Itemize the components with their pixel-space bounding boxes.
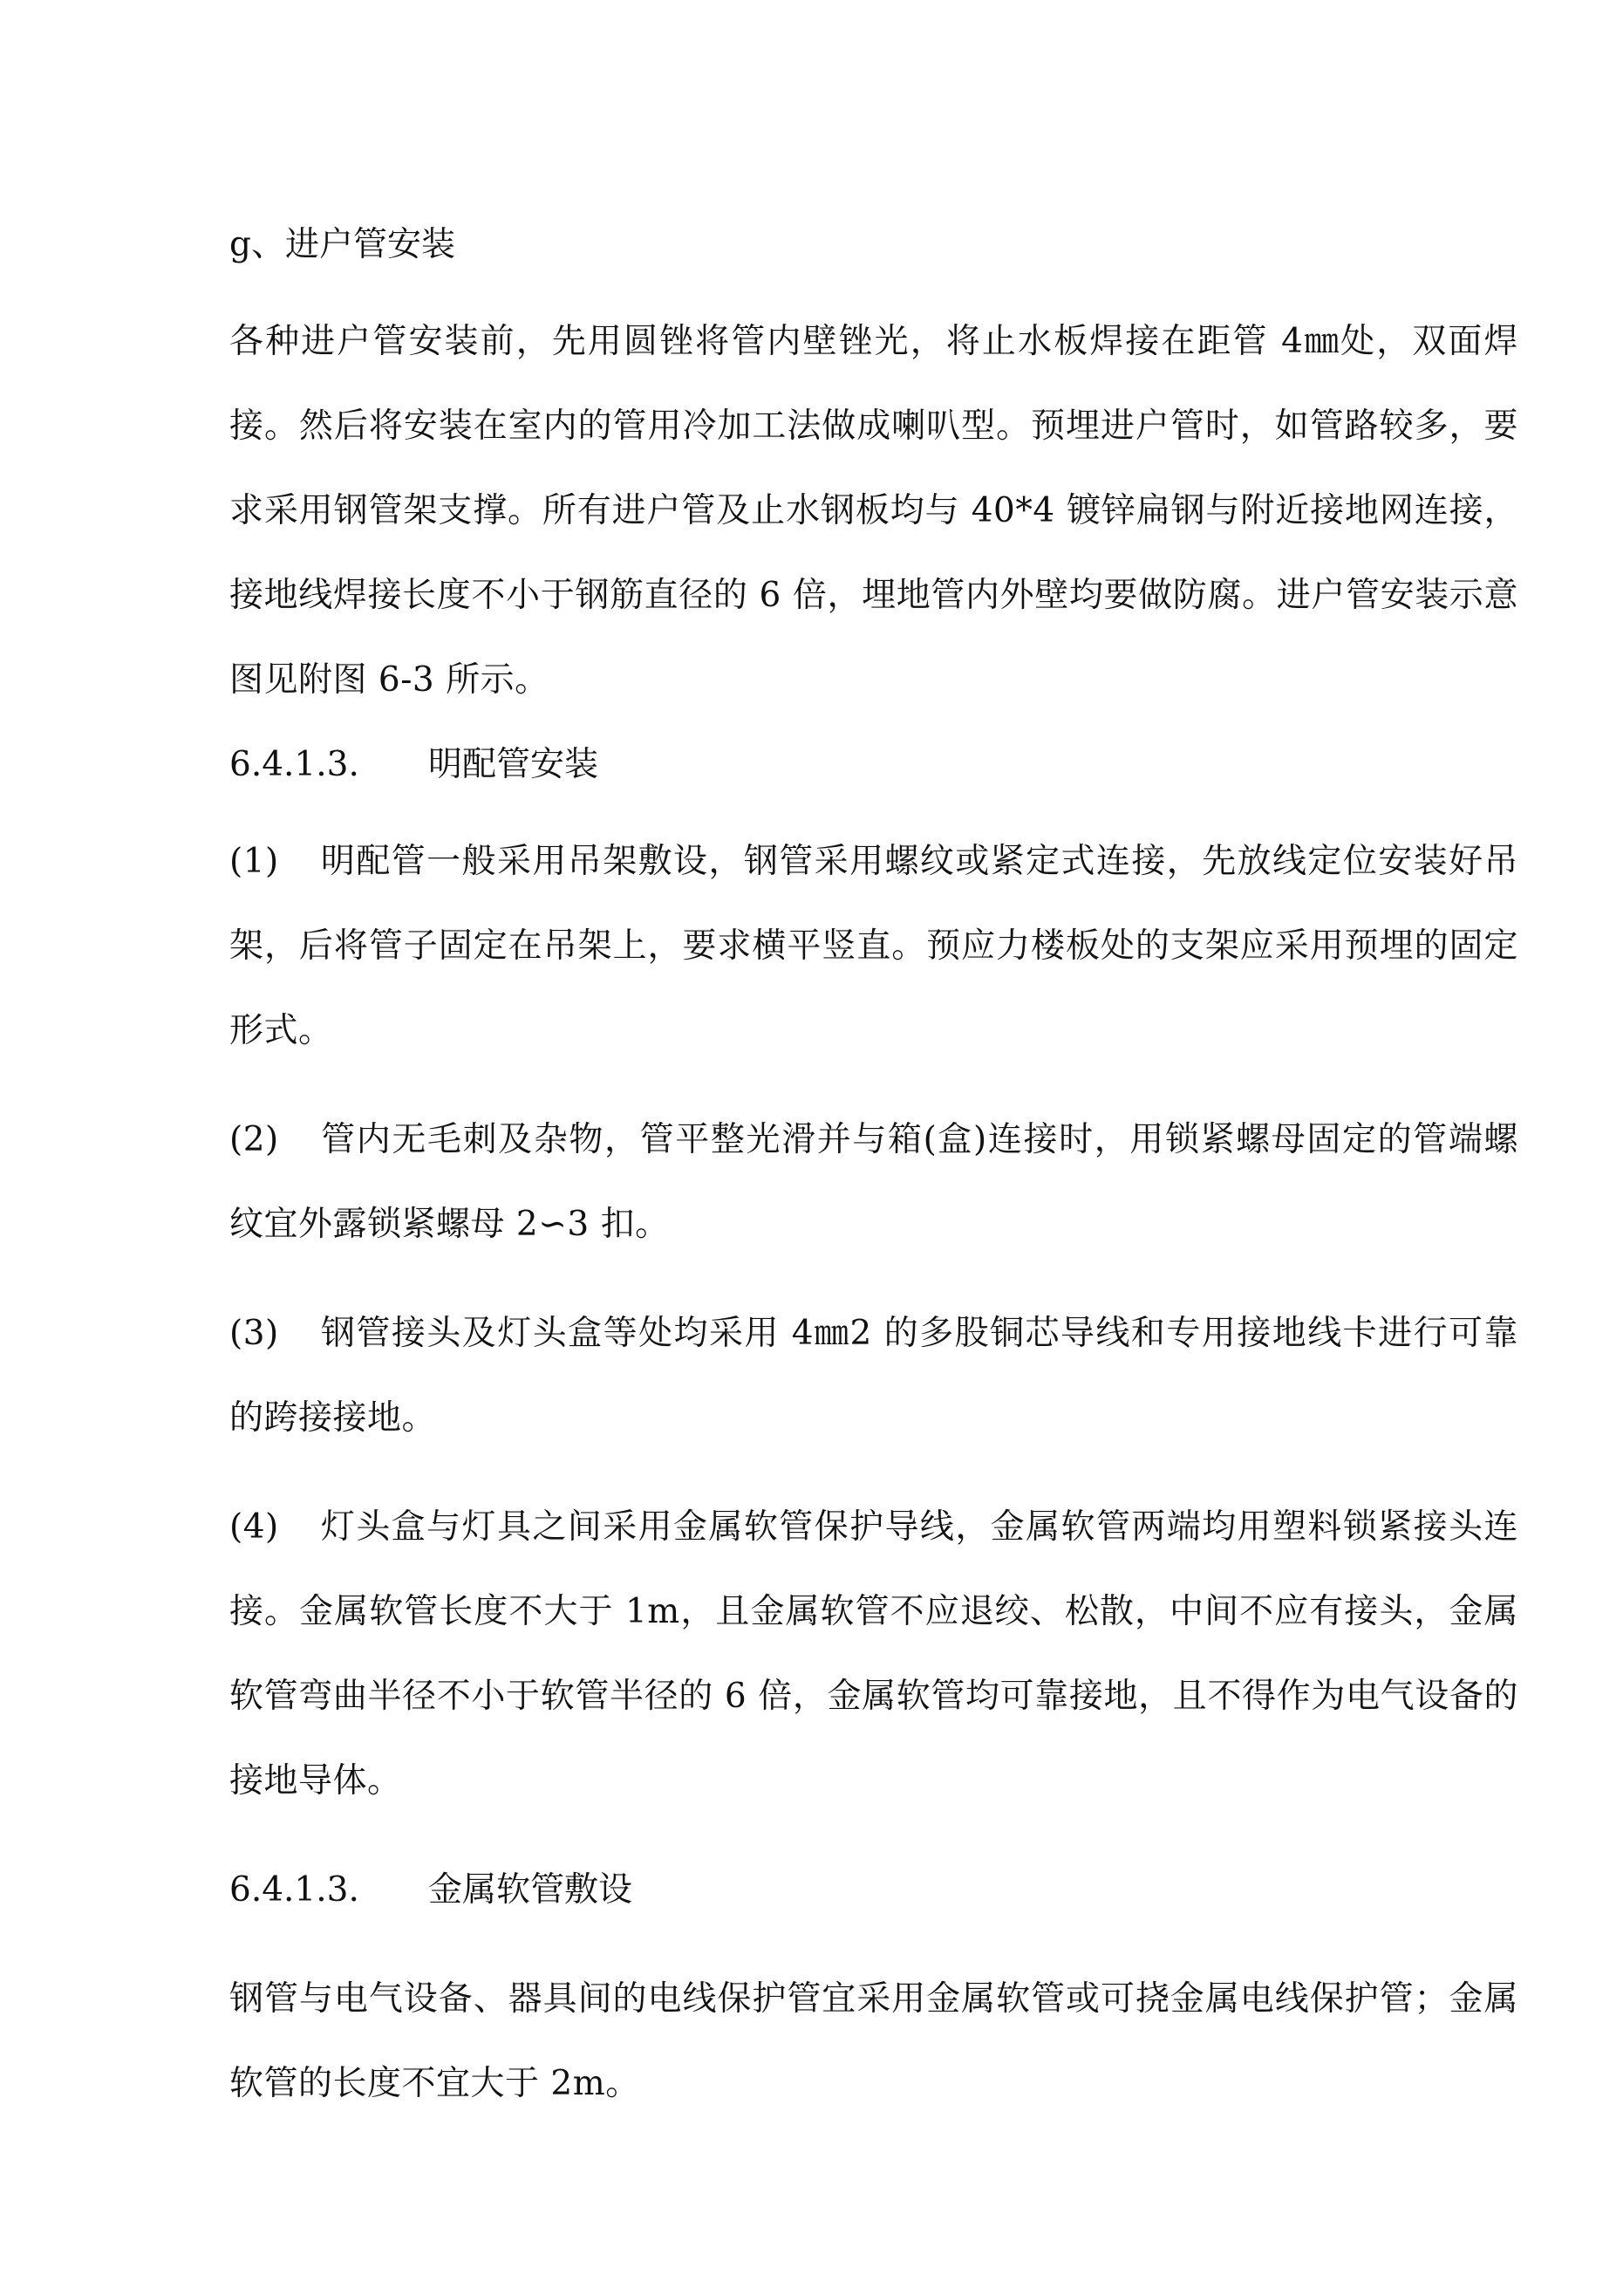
list-item [229, 1097, 1518, 1267]
section-heading-flexible-conduit [229, 1848, 1518, 1932]
list-item-number: (3) [229, 1314, 279, 1353]
list-item-text: 灯头盒与灯具之间采用金属软管保护导线，金属软管两端均用塑料锁紧接头连接。金属软管长度不大于 1m，且金属软管不应退绞、松散，中间不应有接头，金属软管弯曲半径不小于软管半径的 6 倍，金属软管均可靠接地，且不得作为电气设备的接地导体。 [229, 1507, 1518, 1801]
section-number: 6.4.1.3. [229, 745, 359, 784]
list-item-number: (1) [229, 842, 279, 881]
section-number: 6.4.1.3. [229, 1870, 359, 1910]
item-g-paragraph: 各种进户管安装前，先用圆锉将管内壁锉光，将止水板焊接在距管 4㎜处，双面焊接。然后将安装在室内的管用冷加工法做成喇叭型。预埋进户管时，如管路较多，要求采用钢管架支撑。所有进户管及止水钢板均与 40*4 镀锌扁钢与附近接地网连接，接地线焊接长度不小于钢筋直径的 6 倍，埋地管内外壁均要做防腐。进户管安装示意图见附图 6-3 所示。 [229, 322, 1518, 700]
item-g-heading: g、进户管安装 [229, 225, 455, 264]
section-title: 明配管安装 [428, 745, 599, 784]
section-title: 金属软管敷设 [428, 1870, 633, 1910]
list-item [229, 1291, 1518, 1460]
list-item-text: 钢管接头及灯头盒等处均采用 4㎜2 的多股铜芯导线和专用接地线卡进行可靠的跨接接地。 [229, 1314, 1518, 1438]
list-item [229, 1485, 1518, 1823]
list-item-number: (2) [229, 1120, 279, 1159]
list-item-text: 管内无毛刺及杂物，管平整光滑并与箱(盒)连接时，用锁紧螺母固定的管端螺纹宜外露锁紧螺母 2∽3 扣。 [229, 1120, 1518, 1244]
list-item-number: (4) [229, 1507, 279, 1547]
document-content [229, 202, 1518, 2126]
section-heading-conduit [229, 722, 1518, 807]
section2-paragraph: 钢管与电气设备、器具间的电线保护管宜采用金属软管或可挠金属电线保护管；金属软管的长度不宜大于 2m。 [229, 1979, 1518, 2103]
list-item [229, 819, 1518, 1073]
list-item-text: 明配管一般采用吊架敷设，钢管采用螺纹或紧定式连接，先放线定位安装好吊架，后将管子固定在吊架上，要求横平竖直。预应力楼板处的支架应采用预埋的固定形式。 [229, 842, 1518, 1050]
